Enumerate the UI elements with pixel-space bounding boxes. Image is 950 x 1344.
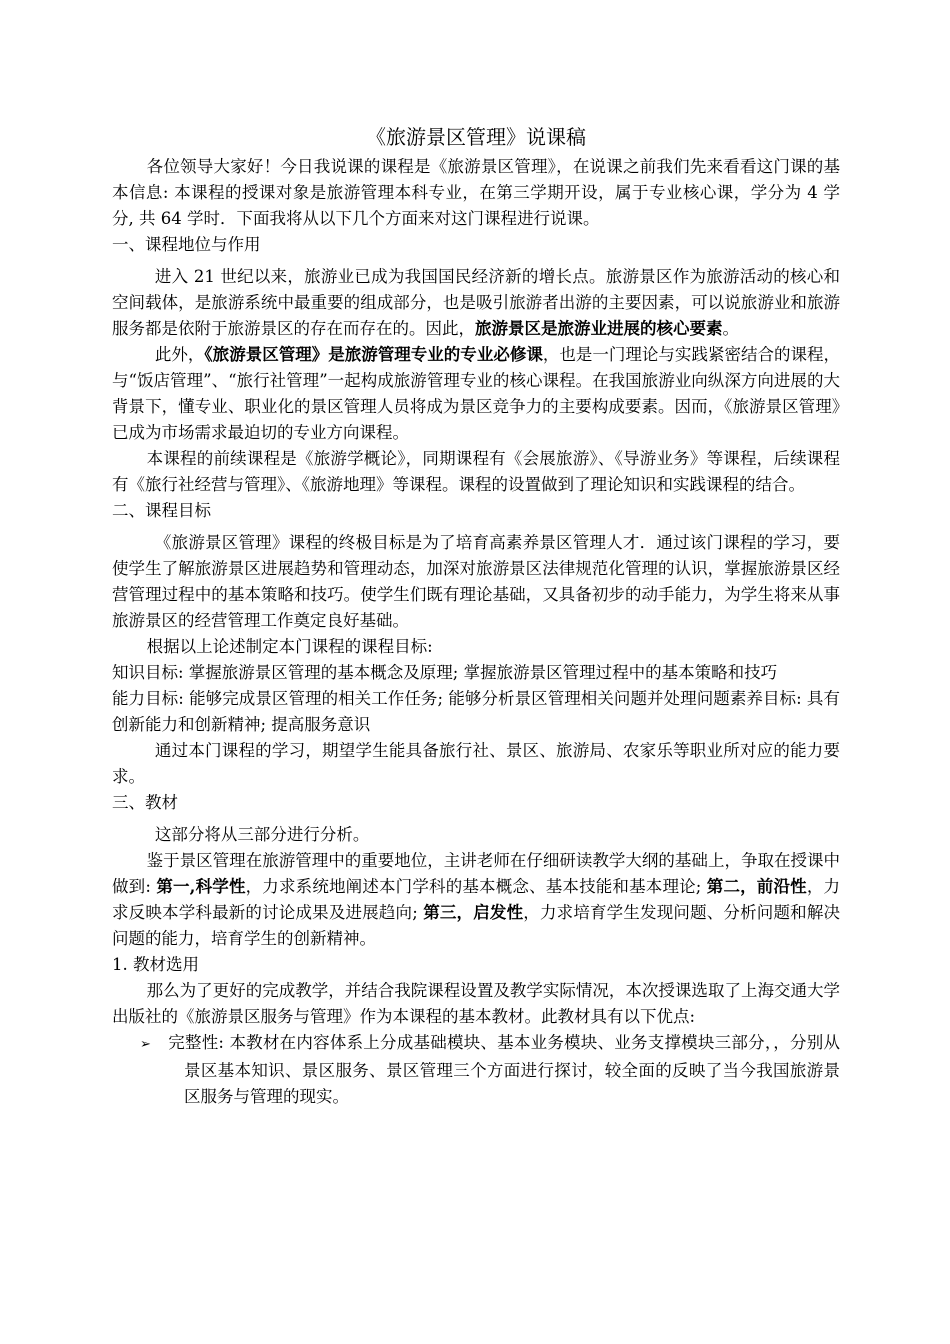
bullet-item-text: 完整性: 本教材在内容体系上分成基础模块、基本业务模块、业务支撑模块三部分，，分别从景区基本知识、景区服务、景区管理三个方面进行探讨，较全面的反映了当今我国旅游景区服务与管理的现实。: [168, 1033, 840, 1106]
document-title: 《旅游景区管理》说课稿: [366, 125, 586, 149]
section1-paragraph-2: [112, 342, 840, 446]
section3-paragraph-1: 这部分将从三部分进行分析。: [154, 825, 370, 844]
section2-paragraph-3: 通过本门课程的学习，期望学生能具备旅行社、景区、旅游局、农家乐等职业所对应的能力要求。: [112, 741, 840, 786]
section1-p1-bold: 旅游景区是旅游业进展的核心要素: [475, 319, 723, 338]
section3-p2-c: ，力求系统地阐述本门学科的基本概念、基本技能和基本理论;: [245, 877, 707, 896]
document-page: [112, 120, 840, 1110]
section-heading-textbook: 三、教材: [112, 793, 178, 812]
section1-paragraph-3: 本课程的前续课程是《旅游学概论》，同期课程有《会展旅游》、《导游业务》等课程，后续课程有《旅行社经营与管理》、《旅游地理》等课程。课程的设置做到了理论知识和实践课程的结合。: [112, 449, 840, 494]
intro-paragraph: 各位领导大家好！今日我说课的课程是《旅游景区管理》，在说课之前我们先来看看这门课的基本信息: 本课程的授课对象是旅游管理本科专业，在第三学期开设，属于专业核心课，学分为 4 学分, 共 64 学时．下面我将从以下几个方面来对这门课程进行说课。: [112, 157, 840, 228]
subsection-heading-textbook-selection: 1. 教材选用: [112, 955, 199, 974]
section3-p2-bold-3: 第三，启发性: [423, 903, 524, 922]
section3-p2-e: ，力求培育学生发现问题、分析问题和解决问题的能力，培育学生的创新精神。: [112, 903, 840, 948]
bullet-item-completeness: [112, 1030, 840, 1110]
section3-p2-bold-1: 第一,科学性: [156, 877, 246, 896]
section1-p1-end: 。: [722, 319, 739, 338]
knowledge-goals: 知识目标: 掌握旅游景区管理的基本概念及原理; 掌握旅游景区管理过程中的基本策略和技巧: [112, 663, 778, 682]
section-heading-course-position: 一、课程地位与作用: [112, 235, 261, 254]
section3-p2-bold-2: 第二，前沿性: [706, 877, 807, 896]
section2-paragraph-1: 《旅游景区管理》课程的终极目标是为了培育高素养景区管理人才．通过该门课程的学习，要使学生了解旅游景区进展趋势和管理动态，加深对旅游景区法律规范化管理的认识，掌握旅游景区经营管理过程中的基本策略和技巧。使学生们既有理论基础，又具备初步的动手能力，为学生将来从事旅游景区的经营管理工作奠定良好基础。: [112, 533, 840, 630]
section3-paragraph-3: 那么为了更好的完成教学，并结合我院课程设置及教学实际情况，本次授课选取了上海交通大学出版社的《旅游景区服务与管理》作为本课程的基本教材。此教材具有以下优点:: [112, 981, 840, 1026]
section3-paragraph-2: [112, 848, 840, 952]
section2-paragraph-2: 根据以上论述制定本门课程的课程目标:: [146, 637, 433, 656]
section3-p2-a: 鉴于景区管理在旅游管理中的重要地位，主讲老师在仔细研读教学大纲的基础上，争取在授课中做到:: [112, 851, 840, 896]
section1-p2-bold: 《旅游景区管理》是旅游管理专业的专业必修课: [204, 345, 543, 364]
section3-p2-d: ，力求反映本学科最新的讨论成果及进展趋向;: [112, 877, 841, 922]
arrow-bullet-icon: ➢: [140, 1037, 151, 1052]
section1-p1-text: 进入 21 世纪以来，旅游业已成为我国国民经济新的增长点。旅游景区作为旅游活动的核心和空间载体，是旅游系统中最重要的组成部分，也是吸引旅游者出游的主要因素，可以说旅游业和旅游服务都是依附于旅游景区的存在而存在的。因此，: [112, 267, 840, 338]
section-heading-course-goals: 二、课程目标: [112, 501, 211, 520]
ability-goals: 能力目标: 能够完成景区管理的相关工作任务; 能够分析景区管理相关问题并处理问题素养目标: 具有创新能力和创新精神; 提高服务意识: [112, 689, 840, 734]
section1-p2-start: 此外，: [154, 345, 205, 364]
section1-p2-text: ，也是一门理论与实践紧密结合的课程，与“饭店管理”、“旅行社管理”一起构成旅游管理专业的核心课程。在我国旅游业向纵深方向进展的大背景下，懂专业、职业化的景区管理人员将成为景区竞争力的主要构成要素。因而，《旅游景区管理》已成为市场需求最迫切的专业方向课程。: [112, 345, 841, 442]
section1-paragraph-1: [112, 264, 840, 342]
